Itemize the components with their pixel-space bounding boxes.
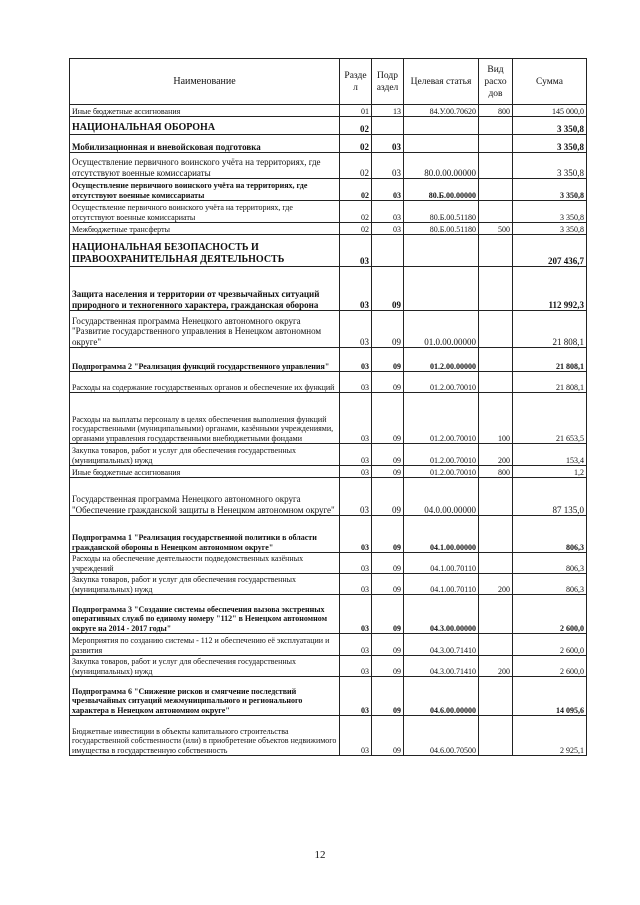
row-subsection: 09 [372,444,404,466]
row-kind: 800 [479,466,513,478]
row-name: Расходы на обеспечение деятельности подведомственных казённых учреждений [70,553,340,574]
row-kind [479,348,513,372]
row-kind [479,677,513,716]
row-name: Подпрограмма 3 "Создание системы обеспечения вызова экстренных оперативных служб по единому номеру "112" в Ненецком автономном округе на 2014 - 2017 годы" [70,595,340,634]
row-sum: 3 350,8 [513,201,587,223]
row-sum: 3 350,8 [513,179,587,201]
row-kind: 200 [479,444,513,466]
row-section: 03 [340,677,372,716]
row-section: 03 [340,267,372,311]
row-section: 03 [340,716,372,756]
row-section: 03 [340,235,372,267]
row-name: Государственная программа Ненецкого автономного округа "Обеспечение гражданской защиты в Ненецком автономном округе" [70,478,340,516]
row-kind [479,201,513,223]
row-target [404,117,479,135]
row-target: 04.6.00.70500 [404,716,479,756]
table-row [70,677,587,716]
table-row [70,516,587,553]
row-name: Закупка товаров, работ и услуг для обеспечения государственных (муниципальных) нужд [70,444,340,466]
budget-table [69,58,587,756]
row-target: 04.0.00.00000 [404,478,479,516]
row-name: Мероприятия по созданию системы - 112 и обеспечению её эксплуатации и развития [70,634,340,656]
row-target: 04.1.00.70110 [404,574,479,595]
row-section: 03 [340,478,372,516]
row-section: 03 [340,656,372,677]
row-target: 80.0.00.00000 [404,153,479,179]
table-row [70,595,587,634]
row-section: 02 [340,201,372,223]
row-kind: 200 [479,574,513,595]
row-subsection: 09 [372,595,404,634]
row-kind [479,267,513,311]
row-name: Расходы на выплаты персоналу в целях обеспечения выполнения функций государственными (муниципальными) органами, казёнными учреждениями, органами управления государственными внебюджетными фондами [70,393,340,444]
row-target: 04.6.00.00000 [404,677,479,716]
table-row [70,311,587,348]
row-name: НАЦИОНАЛЬНАЯ БЕЗОПАСНОСТЬ И ПРАВООХРАНИТЕЛЬНАЯ ДЕЯТЕЛЬНОСТЬ [70,235,340,267]
row-section: 01 [340,105,372,117]
row-name: Иные бюджетные ассигнования [70,466,340,478]
table-row [70,574,587,595]
row-kind [479,478,513,516]
row-subsection: 09 [372,478,404,516]
row-sum: 2 925,1 [513,716,587,756]
table-row [70,656,587,677]
row-kind: 800 [479,105,513,117]
row-subsection: 03 [372,179,404,201]
row-sum: 2 600,0 [513,656,587,677]
row-subsection: 09 [372,677,404,716]
row-sum: 21 808,1 [513,372,587,393]
row-kind: 100 [479,393,513,444]
row-name: Осуществление первичного воинского учёта на территориях, где отсутствуют военные комиссариаты [70,201,340,223]
row-kind [479,311,513,348]
row-sum: 806,3 [513,553,587,574]
row-section: 03 [340,348,372,372]
table-row [70,553,587,574]
row-target [404,235,479,267]
table-row [70,223,587,235]
row-sum: 21 808,1 [513,348,587,372]
header-section: Разде л [340,59,372,105]
table-row [70,393,587,444]
row-target: 04.3.00.71410 [404,656,479,677]
row-kind: 500 [479,223,513,235]
row-subsection: 09 [372,656,404,677]
row-name: Иные бюджетные ассигнования [70,105,340,117]
row-name: Закупка товаров, работ и услуг для обеспечения государственных (муниципальных) нужд [70,656,340,677]
row-kind [479,595,513,634]
row-section: 02 [340,223,372,235]
row-subsection: 09 [372,348,404,372]
row-sum: 2 600,0 [513,595,587,634]
table-row [70,153,587,179]
row-name: Бюджетные инвестиции в объекты капитального строительства государственной собственности (или) в приобретение объектов недвижимого имущества в государственную собственность [70,716,340,756]
row-subsection: 09 [372,516,404,553]
row-name: Закупка товаров, работ и услуг для обеспечения государственных (муниципальных) нужд [70,574,340,595]
row-subsection: 09 [372,372,404,393]
row-subsection: 09 [372,311,404,348]
row-kind [479,372,513,393]
row-subsection [372,117,404,135]
row-name: Государственная программа Ненецкого автономного округа "Развитие государственного управления в Ненецком автономном округе" [70,311,340,348]
row-sum: 145 000,0 [513,105,587,117]
row-kind [479,179,513,201]
row-target: 04.3.00.71410 [404,634,479,656]
row-subsection: 03 [372,135,404,153]
row-subsection: 09 [372,574,404,595]
row-section: 03 [340,516,372,553]
row-target: 84.У.00.70620 [404,105,479,117]
row-kind [479,553,513,574]
table-row [70,478,587,516]
row-name: Подпрограмма 2 "Реализация функций государственного управления" [70,348,340,372]
page-number: 12 [314,849,326,861]
row-kind [479,716,513,756]
row-target [404,135,479,153]
row-sum: 3 350,8 [513,153,587,179]
row-target: 04.3.00.00000 [404,595,479,634]
row-subsection [372,235,404,267]
row-subsection: 03 [372,223,404,235]
row-target: 01.2.00.00000 [404,348,479,372]
row-subsection: 09 [372,634,404,656]
row-sum: 21 808,1 [513,311,587,348]
row-section: 03 [340,393,372,444]
row-section: 02 [340,135,372,153]
table-row [70,444,587,466]
row-kind [479,516,513,553]
row-kind [479,117,513,135]
row-target: 80.Б.00.00000 [404,179,479,201]
row-kind [479,153,513,179]
row-kind [479,634,513,656]
row-kind [479,235,513,267]
header-sum: Сумма [513,59,587,105]
row-section: 02 [340,117,372,135]
row-section: 03 [340,553,372,574]
row-sum: 3 350,8 [513,117,587,135]
header-target: Целевая статья [404,59,479,105]
row-section: 03 [340,574,372,595]
table-row [70,634,587,656]
row-sum: 1,2 [513,466,587,478]
row-subsection: 09 [372,466,404,478]
table-body [70,105,587,756]
row-section: 03 [340,634,372,656]
row-subsection: 09 [372,553,404,574]
row-target: 01.2.00.70010 [404,372,479,393]
table-row [70,135,587,153]
header-kind: Вид расхо дов [479,59,513,105]
table-row [70,201,587,223]
header-name: Наименование [70,59,340,105]
row-section: 02 [340,179,372,201]
row-section: 03 [340,466,372,478]
row-target: 01.0.00.00000 [404,311,479,348]
table-row [70,267,587,311]
row-sum: 14 095,6 [513,677,587,716]
row-sum: 2 600,0 [513,634,587,656]
row-sum: 806,3 [513,516,587,553]
row-subsection: 13 [372,105,404,117]
table-row [70,466,587,478]
table-row [70,372,587,393]
row-sum: 3 350,8 [513,135,587,153]
row-name: Подпрограмма 1 "Реализация государственной политики в области гражданской обороны в Ненецком автономном округе" [70,516,340,553]
row-subsection: 03 [372,153,404,179]
row-sum: 3 350,8 [513,223,587,235]
row-target [404,267,479,311]
table-row [70,105,587,117]
row-name: Подпрограмма 6 "Снижение рисков и смягчение последствий чрезвычайных ситуаций межмуниципального и регионального характера в Ненецком автономном округе" [70,677,340,716]
row-target: 01.2.00.70010 [404,466,479,478]
row-subsection: 09 [372,267,404,311]
row-sum: 112 992,3 [513,267,587,311]
row-sum: 806,3 [513,574,587,595]
table-row [70,716,587,756]
header-subsection: Подр аздел [372,59,404,105]
row-name: Мобилизационная и вневойсковая подготовка [70,135,340,153]
row-sum: 87 135,0 [513,478,587,516]
row-target: 80.Б.00.51180 [404,223,479,235]
table-row [70,348,587,372]
row-sum: 153,4 [513,444,587,466]
row-subsection: 09 [372,716,404,756]
row-section: 03 [340,595,372,634]
row-target: 80.Б.00.51180 [404,201,479,223]
row-kind [479,135,513,153]
row-name: Защита населения и территории от чрезвычайных ситуаций природного и техногенного характера, гражданская оборона [70,267,340,311]
row-subsection: 03 [372,201,404,223]
table-row [70,117,587,135]
row-target: 01.2.00.70010 [404,393,479,444]
row-section: 03 [340,372,372,393]
row-name: Межбюджетные трансферты [70,223,340,235]
row-name: Расходы на содержание государственных органов и обеспечение их функций [70,372,340,393]
row-name: НАЦИОНАЛЬНАЯ ОБОРОНА [70,117,340,135]
row-kind: 200 [479,656,513,677]
row-target: 01.2.00.70010 [404,444,479,466]
row-section: 03 [340,444,372,466]
row-section: 03 [340,311,372,348]
table-row [70,235,587,267]
row-target: 04.1.00.00000 [404,516,479,553]
row-name: Осуществление первичного воинского учёта на территориях, где отсутствуют военные комиссариаты [70,179,340,201]
table-row [70,179,587,201]
row-section: 02 [340,153,372,179]
row-subsection: 09 [372,393,404,444]
row-sum: 21 653,5 [513,393,587,444]
row-name: Осуществление первичного воинского учёта на территориях, где отсутствуют военные комиссариаты [70,153,340,179]
row-target: 04.1.00.70110 [404,553,479,574]
row-sum: 207 436,7 [513,235,587,267]
